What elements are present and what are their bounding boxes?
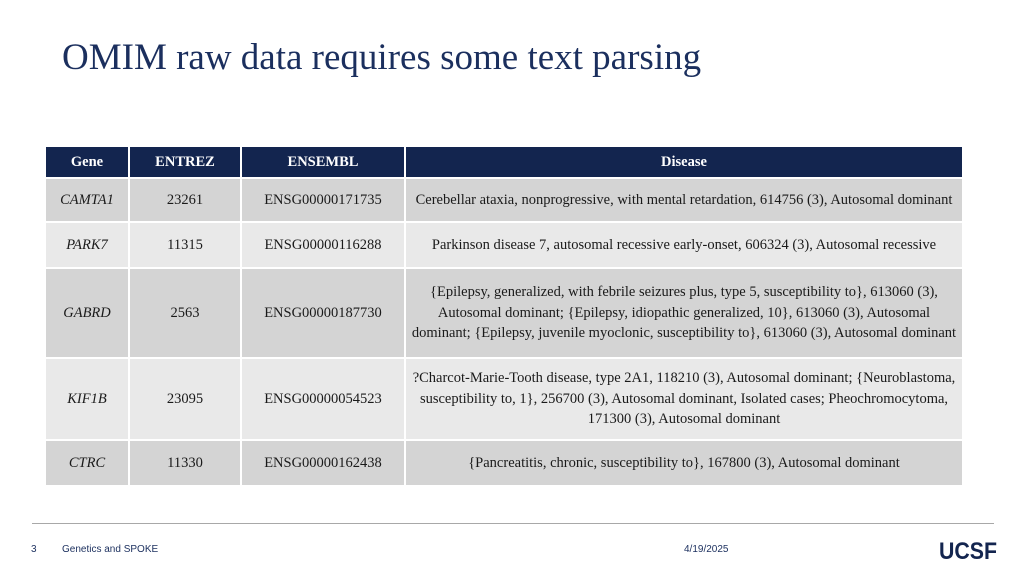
disease-cell: {Epilepsy, generalized, with febrile seizures plus, type 5, susceptibility to}, 613060 (3), Autosomal dominant; {Epilepsy, idiopathic generalized, 10}, 613060 (3), Autosomal dominant; {Epilepsy, juvenile myoclonic, susceptibility to}, 613060 (3), Autosomal dominant xyxy=(405,268,963,358)
ensembl-cell: ENSG00000171735 xyxy=(241,178,405,222)
slide-title: OMIM raw data requires some text parsing xyxy=(62,37,702,78)
header-disease: Disease xyxy=(405,146,963,178)
ensembl-cell: ENSG00000054523 xyxy=(241,358,405,440)
disease-cell: Parkinson disease 7, autosomal recessive early-onset, 606324 (3), Autosomal recessive xyxy=(405,222,963,268)
header-ensembl: ENSEMBL xyxy=(241,146,405,178)
ensembl-cell: ENSG00000162438 xyxy=(241,440,405,486)
disease-cell: {Pancreatitis, chronic, susceptibility to}, 167800 (3), Autosomal dominant xyxy=(405,440,963,486)
table-row xyxy=(45,358,963,440)
entrez-cell: 2563 xyxy=(129,268,241,358)
disease-cell: ?Charcot-Marie-Tooth disease, type 2A1, 118210 (3), Autosomal dominant; {Neuroblastoma, susceptibility to, 1}, 256700 (3), Autosomal dominant, Isolated cases; Pheochromocytoma, 171300 (3), Autosomal dominant xyxy=(405,358,963,440)
ensembl-cell: ENSG00000116288 xyxy=(241,222,405,268)
gene-cell: PARK7 xyxy=(45,222,129,268)
gene-cell: CAMTA1 xyxy=(45,178,129,222)
gene-cell: GABRD xyxy=(45,268,129,358)
ensembl-cell: ENSG00000187730 xyxy=(241,268,405,358)
entrez-cell: 23261 xyxy=(129,178,241,222)
ucsf-logo xyxy=(939,535,997,565)
entrez-cell: 11315 xyxy=(129,222,241,268)
page-number: 3 xyxy=(31,544,37,555)
disease-cell: Cerebellar ataxia, nonprogressive, with mental retardation, 614756 (3), Autosomal dominant xyxy=(405,178,963,222)
footer-label: Genetics and SPOKE xyxy=(62,544,159,555)
table-row xyxy=(45,440,963,486)
footer-date: 4/19/2025 xyxy=(684,544,729,555)
omim-table xyxy=(44,145,964,487)
table-header-row xyxy=(45,146,963,178)
gene-cell: KIF1B xyxy=(45,358,129,440)
logo-text: UCSF xyxy=(939,538,997,565)
table-row xyxy=(45,178,963,222)
entrez-cell: 23095 xyxy=(129,358,241,440)
footer-divider xyxy=(32,523,994,524)
gene-cell: CTRC xyxy=(45,440,129,486)
table-row xyxy=(45,222,963,268)
entrez-cell: 11330 xyxy=(129,440,241,486)
header-gene: Gene xyxy=(45,146,129,178)
header-entrez: ENTREZ xyxy=(129,146,241,178)
table-row xyxy=(45,268,963,358)
